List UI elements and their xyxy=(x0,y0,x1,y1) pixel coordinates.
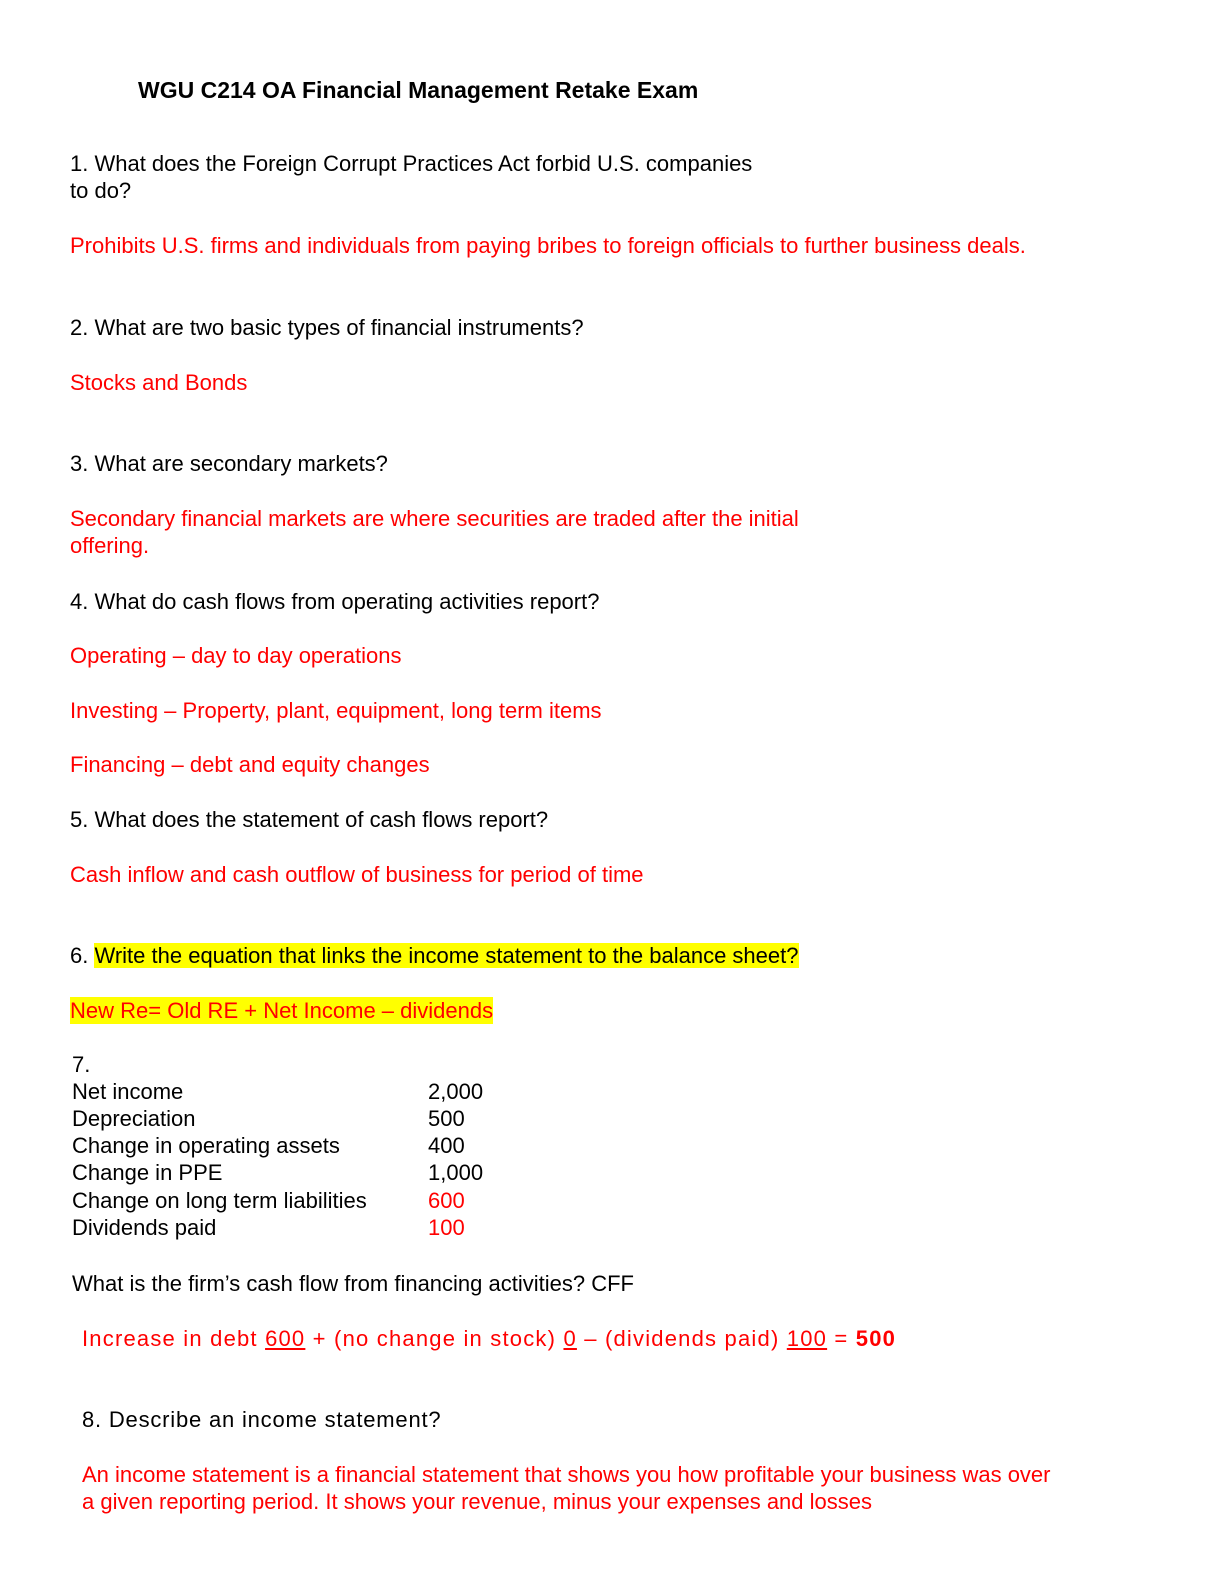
answer-8-line-2: a given reporting period. It shows your revenue, minus your expenses and losses xyxy=(82,1489,872,1514)
answer-2: Stocks and Bonds xyxy=(70,370,248,395)
question-4: 4. What do cash flows from operating activities report? xyxy=(70,589,600,614)
question-6-number: 6. xyxy=(70,943,95,968)
question-6-highlighted-text: Write the equation that links the income statement to the balance sheet? xyxy=(94,943,799,968)
question-7-number: 7. xyxy=(72,1052,91,1077)
answer-7-stock-value: 0 xyxy=(563,1326,577,1351)
question-6 xyxy=(70,942,799,969)
answer-7-debt-value: 600 xyxy=(265,1326,306,1351)
row-label-long-term-liabilities: Change on long term liabilities xyxy=(72,1188,367,1213)
answer-4-investing: Investing – Property, plant, equipment, long term items xyxy=(70,698,602,723)
answer-3-line-1: Secondary financial markets are where securities are traded after the initial xyxy=(70,506,799,531)
row-value-depreciation: 500 xyxy=(428,1106,465,1131)
answer-8-line-1: An income statement is a financial statement that shows you how profitable your business was over xyxy=(82,1462,1051,1487)
question-3: 3. What are secondary markets? xyxy=(70,451,388,476)
question-1-line-2: to do? xyxy=(70,178,132,203)
answer-7-part-4: = xyxy=(827,1326,856,1351)
answer-4-financing: Financing – debt and equity changes xyxy=(70,752,430,777)
row-value-net-income: 2,000 xyxy=(428,1079,484,1104)
question-5: 5. What does the statement of cash flows report? xyxy=(70,807,549,832)
answer-3-line-2: offering. xyxy=(70,533,150,558)
answer-7-part-1: Increase in debt xyxy=(82,1326,266,1351)
answer-7-part-3: – (dividends paid) xyxy=(576,1326,787,1351)
question-2: 2. What are two basic types of financial instruments? xyxy=(70,315,584,340)
answer-7-result: 500 xyxy=(855,1326,897,1351)
question-7: What is the firm’s cash flow from financing activities? CFF xyxy=(72,1271,634,1296)
answer-5: Cash inflow and cash outflow of business for period of time xyxy=(70,862,644,887)
answer-1: Prohibits U.S. firms and individuals from paying bribes to foreign officials to further business deals. xyxy=(70,233,1026,258)
answer-7 xyxy=(82,1325,896,1352)
row-value-operating-assets: 400 xyxy=(428,1133,465,1158)
row-label-depreciation: Depreciation xyxy=(72,1106,196,1131)
row-label-ppe: Change in PPE xyxy=(72,1160,223,1185)
answer-4-operating: Operating – day to day operations xyxy=(70,643,402,668)
answer-7-dividends-value: 100 xyxy=(786,1326,828,1351)
page-title: WGU C214 OA Financial Management Retake Exam xyxy=(138,77,699,103)
row-value-long-term-liabilities: 600 xyxy=(428,1188,465,1213)
question-8: 8. Describe an income statement? xyxy=(82,1407,442,1432)
answer-6: New Re= Old RE + Net Income – dividends xyxy=(70,998,494,1023)
answer-7-part-2: + (no change in stock) xyxy=(305,1326,564,1351)
row-label-operating-assets: Change in operating assets xyxy=(72,1133,340,1158)
row-value-dividends-paid: 100 xyxy=(428,1215,465,1240)
question-1-line-1: 1. What does the Foreign Corrupt Practices Act forbid U.S. companies xyxy=(70,151,753,176)
row-label-net-income: Net income xyxy=(72,1079,184,1104)
row-label-dividends-paid: Dividends paid xyxy=(72,1215,217,1240)
row-value-ppe: 1,000 xyxy=(428,1160,484,1185)
